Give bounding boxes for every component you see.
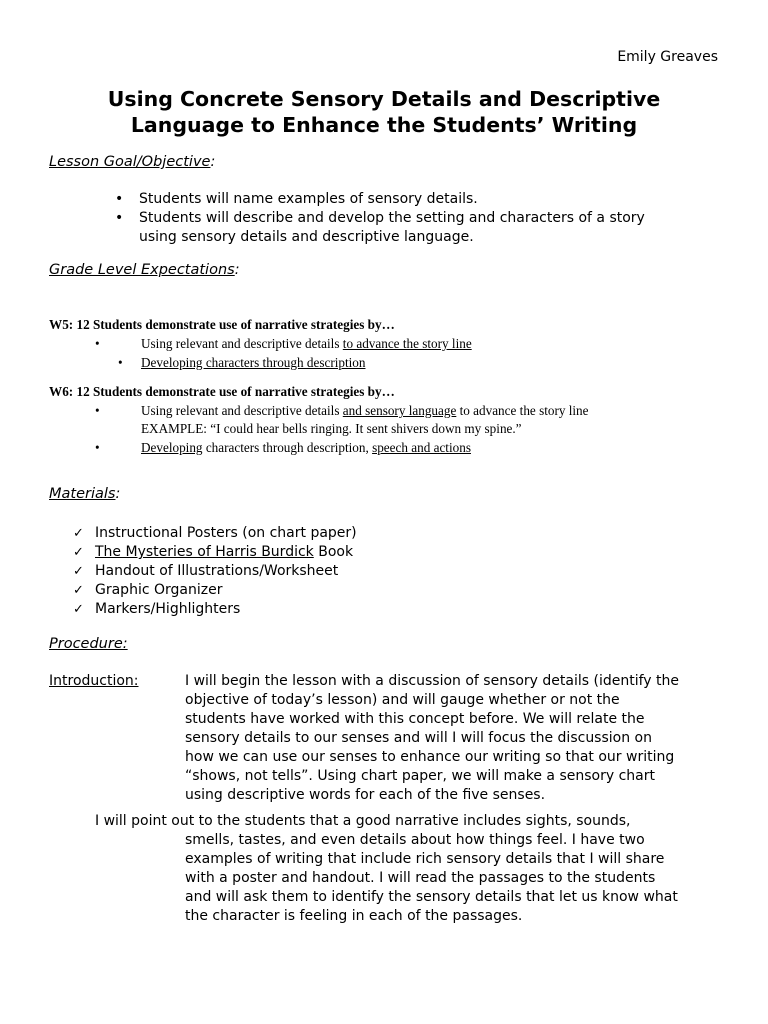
check-icon: ✓ — [73, 583, 84, 598]
w6-bullet-icon: • — [95, 440, 100, 455]
bullet-icon: • — [115, 191, 124, 207]
materials-heading — [49, 486, 120, 502]
list-item — [73, 524, 357, 543]
paragraph-line: the character is feeling in each of the passages. — [185, 908, 523, 924]
materials-heading-text: Materials — [49, 486, 116, 502]
paragraph-line: with a poster and handout. I will read the passages to the students — [185, 870, 656, 886]
lesson-goal-heading-text: Lesson Goal/Objective — [49, 154, 211, 170]
lesson-goal-list — [115, 190, 645, 247]
paragraph-line: sensory details to our senses and will I will focus the discussion on — [185, 730, 652, 746]
list-item-text: Handout of Illustrations/Worksheet — [95, 563, 339, 579]
grade-level-heading-text: Grade Level Expectations — [49, 262, 235, 278]
w6-item-2-text: characters through description, — [202, 440, 373, 455]
introduction-label: Introduction: — [49, 673, 139, 689]
book-title: The Mysteries of Harris Burdick — [95, 544, 314, 560]
w5-bullet-icon: • — [95, 336, 100, 351]
procedure-paragraph-2-first-line: I will point out to the students that a good narrative includes sights, sounds, — [95, 813, 631, 829]
grade-level-colon: : — [234, 262, 240, 278]
list-item-text: Book — [313, 544, 354, 560]
list-item-continuation: using sensory details and descriptive language. — [139, 229, 474, 245]
document-title — [0, 86, 768, 138]
w6-item-1-rest: to advance the story line — [456, 403, 589, 418]
materials-colon: : — [115, 486, 121, 502]
list-item — [73, 543, 357, 562]
paragraph-line: examples of writing that include rich sensory details that I will share — [185, 851, 665, 867]
paragraph-line: and will ask them to identify the sensory details that let us know what — [185, 889, 678, 905]
w6-item-1-text: Using relevant and descriptive details — [141, 403, 343, 418]
paragraph-line: I will begin the lesson with a discussion of sensory details (identify the — [185, 673, 680, 689]
w6-item-2-underlined-a: Developing — [141, 440, 203, 455]
check-icon: ✓ — [73, 564, 84, 579]
w5-item-2 — [141, 353, 365, 372]
bullet-icon: • — [115, 210, 124, 226]
list-item-text: Students will name examples of sensory details. — [139, 191, 478, 207]
check-icon: ✓ — [73, 602, 84, 617]
paragraph-line: using descriptive words for each of the five senses. — [185, 787, 546, 803]
list-item-text: Graphic Organizer — [95, 582, 223, 598]
w6-item-1 — [141, 401, 589, 420]
w5-bullet-icon: • — [118, 355, 123, 370]
w6-item-1-underlined: and sensory language — [342, 403, 457, 418]
w6-item-2 — [141, 438, 471, 457]
list-item — [115, 190, 645, 209]
paragraph-line: how we can use our senses to enhance our writing so that our writing — [185, 749, 675, 765]
list-item — [115, 209, 645, 228]
w5-item-1-text: Using relevant and descriptive details — [141, 336, 343, 351]
check-icon: ✓ — [73, 545, 84, 560]
title-line-1: Using Concrete Sensory Details and Descriptive — [107, 87, 661, 111]
paragraph-line: “shows, not tells”. Using chart paper, we will make a sensory chart — [185, 768, 655, 784]
materials-list — [73, 524, 357, 619]
w5-title: W5: 12 Students demonstrate use of narrative strategies by… — [49, 317, 395, 332]
list-item-text: Markers/Highlighters — [95, 601, 241, 617]
list-item — [73, 581, 357, 600]
w5-item-1 — [141, 334, 472, 353]
check-icon: ✓ — [73, 526, 84, 541]
paragraph-line: students have worked with this concept before. We will relate the — [185, 711, 645, 727]
author-name: Emily Greaves — [617, 49, 718, 65]
procedure-heading-text: Procedure: — [49, 636, 128, 652]
list-item — [73, 600, 357, 619]
introduction-paragraph — [185, 672, 745, 805]
title-line-2: Language to Enhance the Students’ Writing — [130, 113, 638, 137]
w6-example: EXAMPLE: “I could hear bells ringing. It sent shivers down my spine.” — [141, 421, 522, 436]
list-item-text: Instructional Posters (on chart paper) — [95, 525, 357, 541]
w6-bullet-icon: • — [95, 403, 100, 418]
list-item — [73, 562, 357, 581]
lesson-goal-heading — [49, 154, 215, 170]
w5-item-1-underlined: to advance the story line — [342, 336, 472, 351]
w6-item-2-underlined-b: speech and actions — [372, 440, 471, 455]
w5-item-2-underlined: Developing characters through description — [141, 355, 366, 370]
w6-title: W6: 12 Students demonstrate use of narrative strategies by… — [49, 384, 395, 399]
procedure-heading — [49, 636, 128, 652]
grade-level-heading — [49, 262, 240, 278]
lesson-goal-colon: : — [210, 154, 216, 170]
procedure-paragraph-2 — [185, 831, 745, 926]
paragraph-line: objective of today’s lesson) and will gauge whether or not the — [185, 692, 620, 708]
list-item-text: Students will describe and develop the setting and characters of a story — [139, 210, 645, 226]
paragraph-line: smells, tastes, and even details about how things feel. I have two — [185, 832, 645, 848]
